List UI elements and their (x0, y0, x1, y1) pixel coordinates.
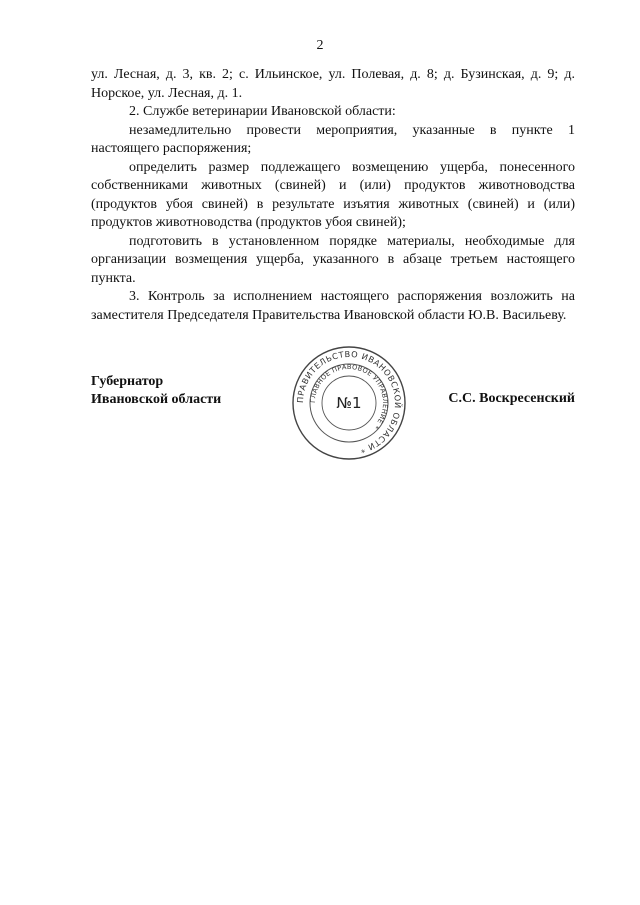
paragraph-address-list: ул. Лесная, д. 3, кв. 2; с. Ильинское, ул. Полевая, д. 8; д. Бузинская, д. 9; д. Норское, ул. Лесная, д. 1. (91, 67, 575, 101)
official-stamp (291, 345, 407, 461)
signer-position-line1: Губернатор (91, 374, 164, 389)
signer-position-line2: Ивановской области (91, 392, 222, 407)
signer-name: С.С. Воскресенский (448, 391, 575, 406)
document-body (91, 66, 575, 325)
paragraph-item-2: 2. Службе ветеринарии Ивановской области: (129, 104, 396, 119)
paragraph-item-3: 3. Контроль за исполнением настоящего распоряжения возложить на заместителя Председателя Правительства Ивановской области Ю.В. Васильеву. (91, 289, 575, 323)
paragraph-item-2-1: незамедлительно провести мероприятия, указанные в пункте 1 настоящего распоряжения; (91, 122, 575, 156)
paragraph-item-2-2: определить размер подлежащего возмещению ущерба, понесенного собственниками животных (свиней) и (или) продуктов животноводства (продуктов убоя свиней) в результате изъятия животных (свиней) и (или) продуктов животноводства (продуктов убоя свиней); (91, 159, 575, 230)
stamp-ring-text: ПРАВИТЕЛЬСТВО ИВАНОВСКОЙ ОБЛАСТИ * (294, 348, 404, 456)
stamp-center-text: №1 (336, 394, 362, 412)
signature-block (91, 373, 221, 409)
page-number: 2 (316, 38, 324, 53)
paragraph-item-2-3: подготовить в установленном порядке материалы, необходимые для организации возмещения ущерба, указанного в абзаце третьем настоящего пункта. (91, 233, 575, 286)
stamp-inner-ring-text: ГЛАВНОЕ ПРАВОВОЕ УПРАВЛЕНИЕ * (308, 362, 390, 431)
